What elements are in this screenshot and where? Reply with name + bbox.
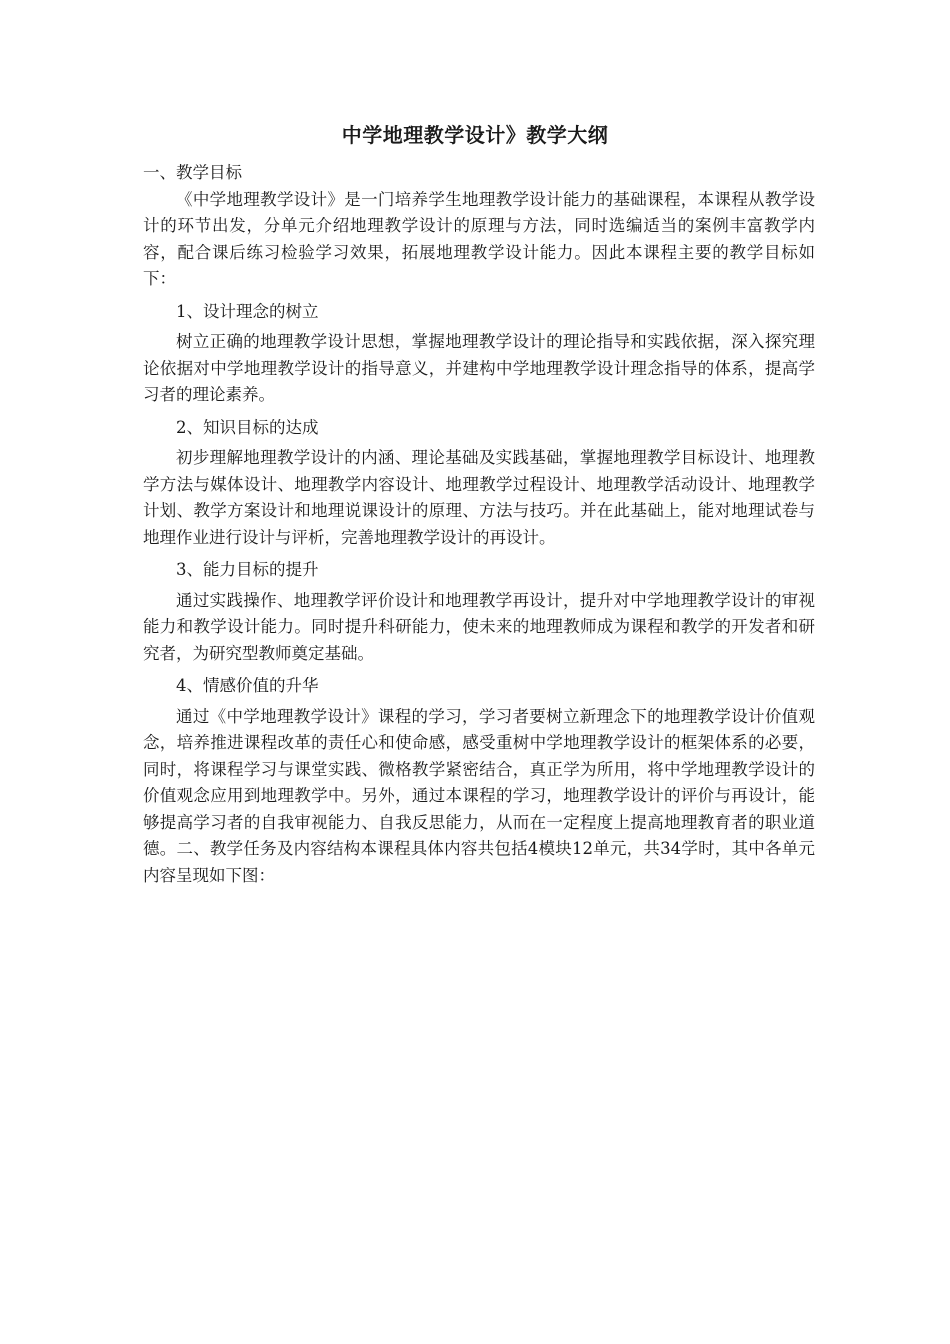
goal-heading-2: 2、知识目标的达成 <box>176 417 319 437</box>
goal-body-1: 树立正确的地理教学设计思想，掌握地理教学设计的理论指导和实践依据，深入探究理论依据对中学地理教学设计的指导意义，并建构中学地理教学设计理念指导的体系，提高学习者的理论素养。 <box>143 332 815 404</box>
document-body <box>143 160 815 889</box>
goal-body-4: 通过《中学地理教学设计》课程的学习，学习者要树立新理念下的地理教学设计价值观念，培养推进课程改革的责任心和使命感，感受重树中学地理教学设计的框架体系的必要，同时，将课程学习与课堂实践、微格教学紧密结合，真正学为所用，将中学地理教学设计的价值观念应用到地理教学中。另外，通过本课程的学习，地理教学设计的评价与再设计，能够提高学习者的自我审视能力、自我反思能力，从而在一定程度上提高地理教育者的职业道德。二、教学任务及内容结构本课程具体内容共包括4模块12单元，共34学时，其中各单元内容呈现如下图： <box>143 706 815 885</box>
goal-heading-1: 1、设计理念的树立 <box>176 301 319 321</box>
goal-heading-3: 3、能力目标的提升 <box>176 560 319 579</box>
document-title: 中学地理教学设计》教学大纲 <box>341 123 609 147</box>
section-heading: 一、教学目标 <box>143 163 242 182</box>
intro-paragraph: 《中学地理教学设计》是一门培养学生地理教学设计能力的基础课程，本课程从教学设计的环节出发，分单元介绍地理教学设计的原理与方法，同时选编适当的案例丰富教学内容，配合课后练习检验学习效果，拓展地理教学设计能力。因此本课程主要的教学目标如下： <box>143 189 815 288</box>
goal-body-2: 初步理解地理教学设计的内涵、理论基础及实践基础，掌握地理教学目标设计、地理教学方法与媒体设计、地理教学内容设计、地理教学过程设计、地理教学活动设计、地理教学计划、教学方案设计和地理说课设计的原理、方法与技巧。并在此基础上，能对地理试卷与地理作业进行设计与评析，完善地理教学设计的再设计。 <box>143 448 815 547</box>
goal-heading-4: 4、情感价值的升华 <box>176 676 319 695</box>
goal-body-3: 通过实践操作、地理教学评价设计和地理教学再设计，提升对中学地理教学设计的审视能力和教学设计能力。同时提升科研能力，使未来的地理教师成为课程和教学的开发者和研究者，为研究型教师奠定基础。 <box>143 590 815 663</box>
